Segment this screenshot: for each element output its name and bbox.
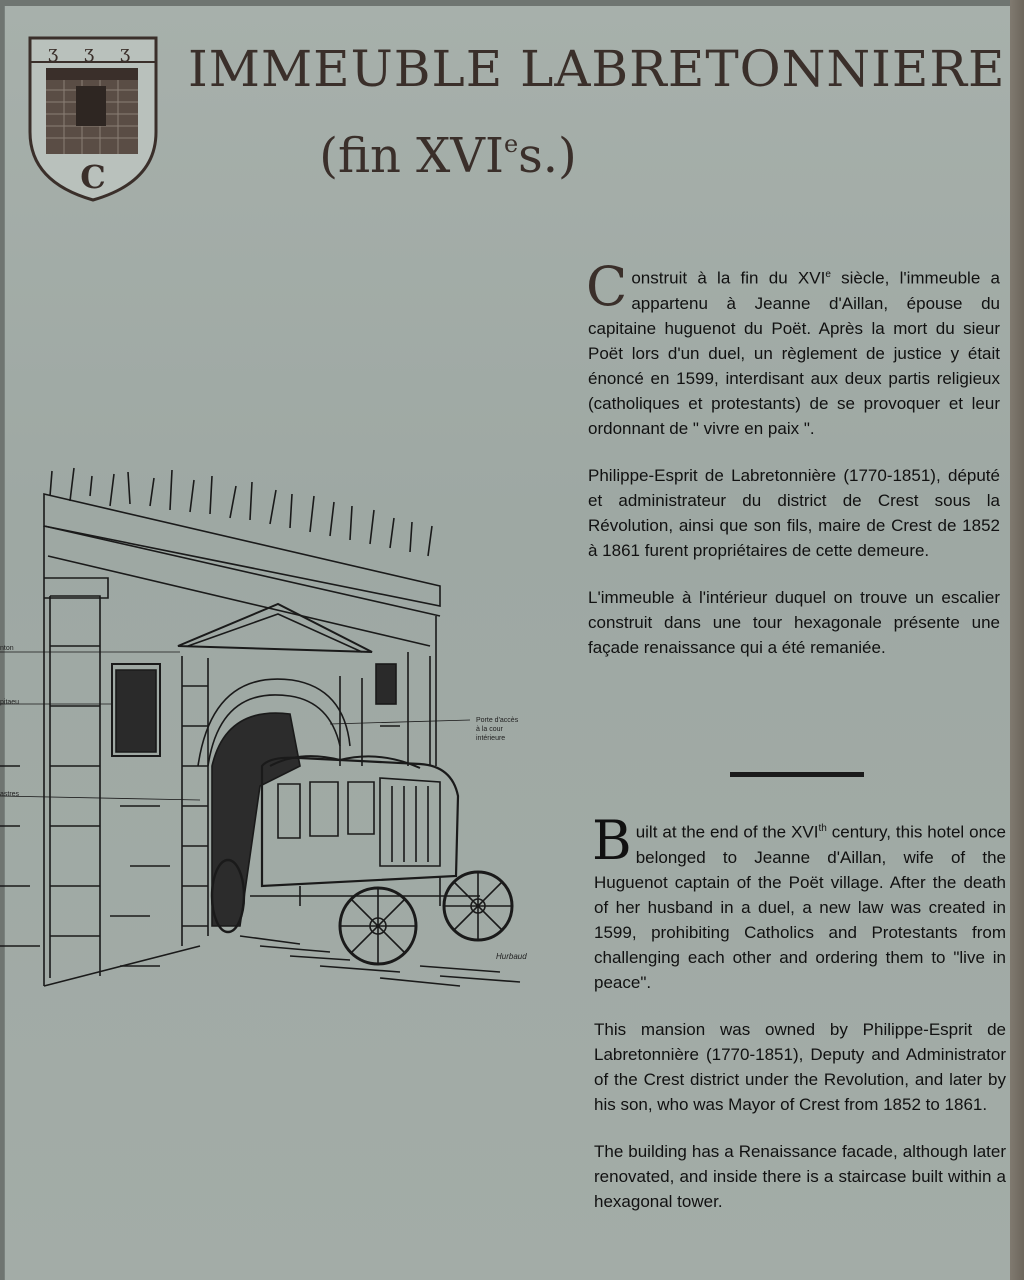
artist-signature: Hurbaud xyxy=(496,952,527,961)
drop-cap: C xyxy=(586,255,628,318)
svg-text:ʒ: ʒ xyxy=(84,42,95,63)
label-chapiteau: pitaeu xyxy=(0,699,20,706)
french-paragraph-1: Construit à la fin du XVIe siècle, l'immeuble a appartenu à Jeanne d'Aillan, épouse du capitaine huguenot du Poët. Après la mort du sieur Poët lors d'un duel, un règlement de justice y était énoncé en 1599, interdisant aux deux partis religieux (catholiques et protestants) de se provoquer et leur ordonnant de " vivre en paix ". xyxy=(586,255,1000,438)
french-paragraph-2: Philippe-Esprit de Labretonnière (1770-1851), député et administrateur du district de Crest sous la Révolution, ainsi que son fils, maire de Crest de 1852 à 1861 furent propriétaires de cette demeure. xyxy=(588,465,1000,560)
svg-text:ʒ: ʒ xyxy=(48,42,59,63)
drop-cap: B xyxy=(592,809,632,872)
divider xyxy=(730,772,864,777)
english-paragraph-3: The building has a Renaissance facade, although later renovated, and inside there is a staircase built within a hexagonal tower. xyxy=(594,1141,1006,1211)
label-fronton: nton xyxy=(0,645,14,652)
stone-wall-edge xyxy=(1010,0,1024,1280)
label-pilastres: astres xyxy=(0,791,20,798)
crest-letter: C xyxy=(80,158,106,196)
english-paragraph-1: Built at the end of the XVIth century, this hotel once belonged to Jeanne d'Aillan, wife of the Huguenot captain of the Poët village. After the death of her husband in a duel, a new law was created in 1599, prohibiting Catholics and Protestants from challenging each other and ordering them to "live in peace". xyxy=(592,809,1006,992)
english-text xyxy=(592,809,1006,1236)
svg-text:ʒ: ʒ xyxy=(120,42,131,63)
french-text xyxy=(586,255,1000,682)
page-subtitle: (fin XVIes.) xyxy=(319,128,577,184)
english-paragraph-2: This mansion was owned by Philippe-Esprit de Labretonnière (1770-1851), Deputy and Administrator of the Crest district under the Revolution, and later by his son, who was Mayor of Crest from 1852 to 1861. xyxy=(594,1019,1006,1114)
french-paragraph-3: L'immeuble à l'intérieur duquel on trouve un escalier construit dans une tour hexagonale présente une façade renaissance qui a été remaniée. xyxy=(588,587,1000,657)
gateway-carriage-drawing-icon xyxy=(0,466,540,1006)
coat-of-arms-icon xyxy=(24,32,162,204)
label-porte: Porte d'accès à la cour intérieure xyxy=(476,717,519,742)
page-title: IMMEUBLE LABRETONNIERE xyxy=(188,40,1006,98)
